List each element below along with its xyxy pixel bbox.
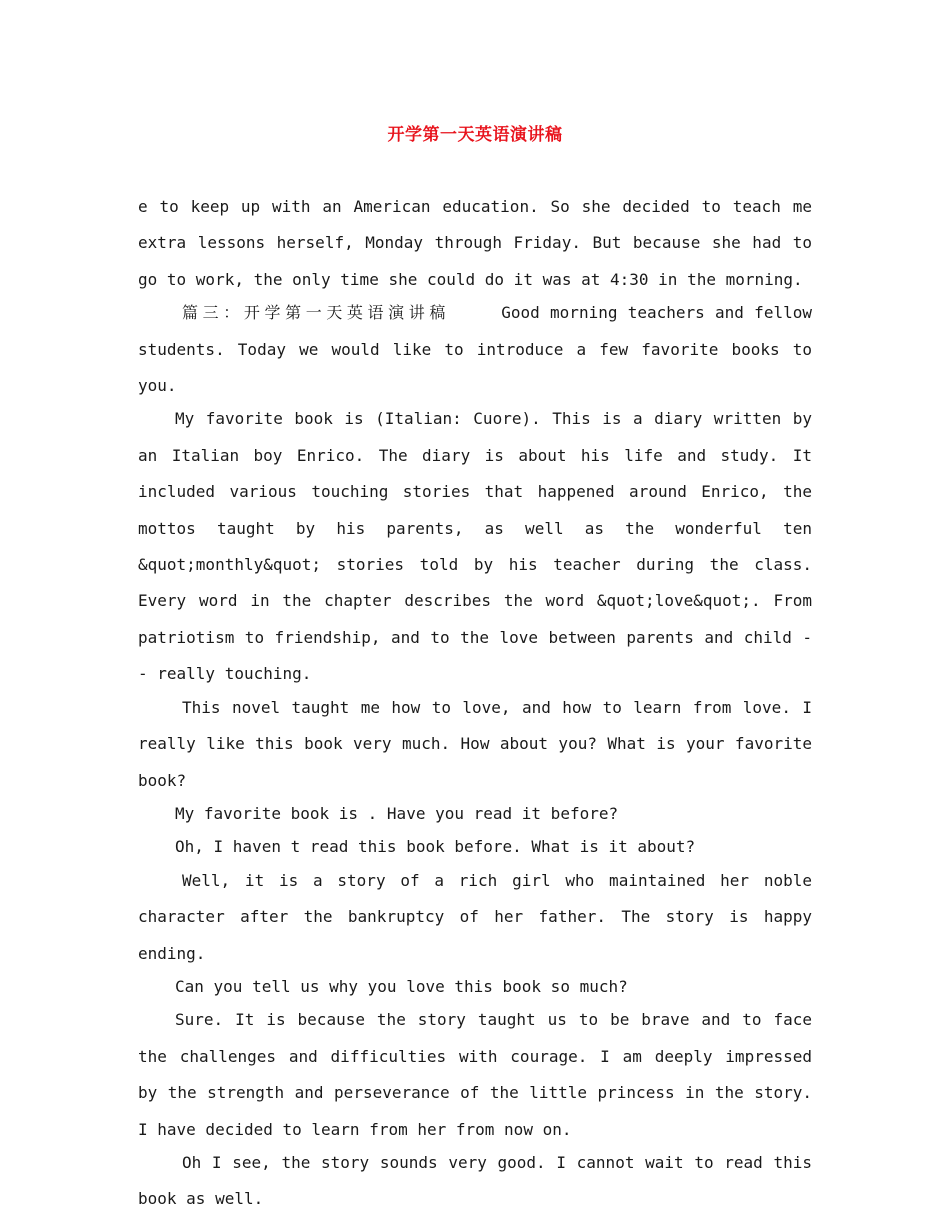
- document-body: [138, 189, 812, 1218]
- paragraph-10: Oh I see, the story sounds very good. I cannot wait to read this book as well.: [138, 1152, 812, 1209]
- paragraph-9: Sure. It is because the story taught us to be brave and to face the challenges and difficulties with courage. I am deeply impressed by the strength and perseverance of the little princess in the story. I have decided to learn from her from now on.: [138, 1010, 812, 1139]
- paragraph-4: This novel taught me how to love, and how to learn from love. I really like this book very much. How about you? What is your favorite book?: [138, 697, 812, 790]
- paragraph-3: My favorite book is (Italian: Cuore). This is a diary written by an Italian boy Enrico. The diary is about his life and study. It included various touching stories that happened around Enrico, the mottos taught by his parents, as well as the wonderful ten &quot;monthly&quot; stories told by his teacher during the class. Every word in the chapter describes the word &quot;love&quot;. From patriotism to friendship, and to the love between parents and child -- really touching.: [138, 409, 812, 684]
- section-heading: 篇三：开学第一天英语演讲稿: [182, 303, 451, 323]
- paragraph-2: [138, 295, 812, 404]
- paragraph-5: My favorite book is . Have you read it before?: [175, 803, 619, 823]
- paragraph-1: e to keep up with an American education. So she decided to teach me extra lessons herself, Monday through Friday. But because she had to go to work, the only time she could do it was at 4:30 in the morning.: [138, 197, 812, 289]
- document-title: 开学第一天英语演讲稿: [387, 125, 563, 145]
- paragraph-2-text: Good morning teachers and fellow students. Today we would like to introduce a few favorite books to you.: [138, 303, 812, 396]
- paragraph-8: Can you tell us why you love this book so much?: [175, 976, 628, 996]
- paragraph-6: Oh, I haven t read this book before. What is it about?: [175, 837, 696, 857]
- paragraph-7: Well, it is a story of a rich girl who maintained her noble character after the bankruptcy of her father. The story is happy ending.: [138, 870, 812, 963]
